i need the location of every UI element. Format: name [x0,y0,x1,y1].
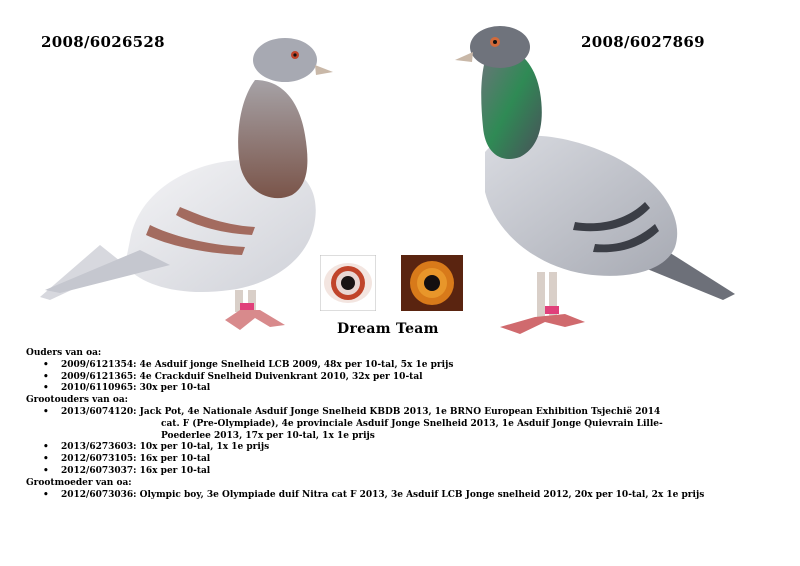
left-ring-number: 2008/6026528 [41,33,165,51]
list-item [26,372,766,384]
caption-dream-team: Dream Team [337,321,439,337]
ring-number: 2012/6073037: [61,465,137,476]
pigeon-right-image [445,22,745,347]
parents-list [26,360,766,395]
list-item [26,466,766,478]
achievement-text-continued: Poederlee 2013, 17x per 10-tal, 1x 1e prijs [161,430,375,441]
pigeon-left-image [30,35,340,335]
ring-number: 2012/6073036: [61,489,137,500]
ring-number: 2009/6121365: [61,371,137,382]
achievement-text: Olympic boy, 3e Olympiade duif Nitra cat F 2013, 3e Asduif LCB Jonge snelheid 2012, 20x per 10-tal, 2x 1e prijs [139,489,705,500]
achievement-text: 10x per 10-tal, 1x 1e prijs [139,442,270,453]
list-item [26,383,766,395]
list-item [26,442,766,454]
list-item [26,360,766,372]
section-title-grandparents: Grootouders van oa: [26,395,128,406]
achievement-text-continued: cat. F (Pre-Olympiade), 4e provinciale Asduif Jonge Snelheid 2013, 1e Asduif Jonge Quievrain Lille- [161,418,663,429]
pedigree-info [26,348,766,501]
right-ring-number: 2008/6027869 [581,33,705,51]
section-title-grandmother: Grootmoeder van oa: [26,477,132,488]
list-item [26,490,766,502]
section-title-parents: Ouders van oa: [26,348,102,358]
achievement-text: 16x per 10-tal [139,465,211,476]
list-item [26,407,766,442]
ring-number: 2010/6110965: [61,383,137,394]
grandparents-list [26,407,766,478]
achievement-text: 30x per 10-tal [139,383,211,394]
ring-number: 2013/6273603: [61,442,137,453]
grandmother-list [26,490,766,502]
list-item [26,454,766,466]
eye-photo-left [320,255,376,311]
ring-number: 2013/6074120: [61,406,137,417]
achievement-text: 16x per 10-tal [139,454,211,465]
achievement-text: 4e Asduif jonge Snelheid LCB 2009, 48x per 10-tal, 5x 1e prijs [139,359,454,370]
achievement-text: 4e Crackduif Snelheid Duivenkrant 2010, 32x per 10-tal [139,371,423,382]
achievement-text: Jack Pot, 4e Nationale Asduif Jonge Snelheid KBDB 2013, 1e BRNO European Exhibition Tsjechië 2014 [139,406,661,417]
ring-number: 2012/6073105: [61,454,137,465]
ring-number: 2009/6121354: [61,359,137,370]
eye-photo-right [401,255,463,311]
